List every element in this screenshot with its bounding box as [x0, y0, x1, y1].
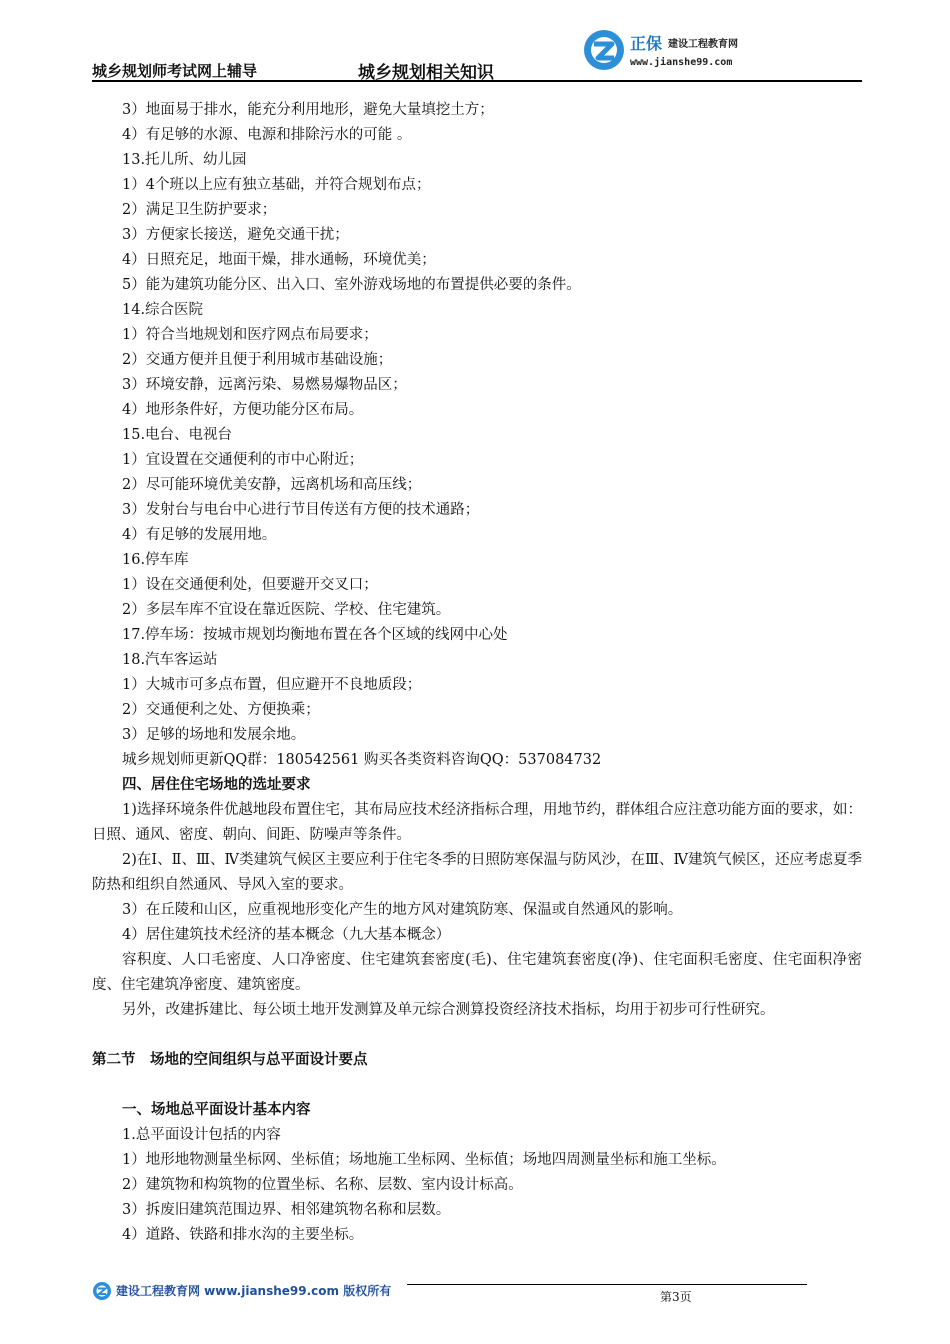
text-line: 1.总平面设计包括的内容 — [122, 1127, 281, 1143]
text-line: 3）拆废旧建筑范围边界、相邻建筑物名称和层数。 — [122, 1202, 451, 1218]
spacer — [92, 1073, 862, 1098]
text-line: 1）符合当地规划和医疗网点布局要求； — [122, 327, 378, 343]
brand-logo[interactable] — [582, 28, 772, 78]
text-line: 3）足够的场地和发展余地。 — [122, 727, 306, 743]
paragraph: 1)选择环境条件优越地段布置住宅，其布局应技术经济指标合理，用地节约，群体组合应注意功能方面的要求，如：日照、通风、密度、朝向、间距、防噪声等条件。 — [92, 802, 862, 843]
section-heading: 四、居住住宅场地的选址要求 — [122, 777, 311, 793]
text-line: 3）环境安静，远离污染、易燃易爆物品区； — [122, 377, 407, 393]
text-line: 3）方便家长接送，避免交通干扰； — [122, 227, 349, 243]
text-line: 1）大城市可多点布置，但应避开不良地质段； — [122, 677, 422, 693]
text-line: 3）地面易于排水，能充分利用地形，避免大量填挖土方； — [122, 102, 494, 118]
text-line: 3）发射台与电台中心进行节目传送有方便的技术通路； — [122, 502, 480, 518]
spacer — [92, 1023, 862, 1048]
paragraph: 另外，改建拆建比、每公顷土地开发测算及单元综合测算投资经济技术指标，均用于初步可行性研究。 — [122, 1002, 775, 1018]
text-line: 2）满足卫生防护要求； — [122, 202, 277, 218]
text-line: 4）地形条件好，方便功能分区布局。 — [122, 402, 364, 418]
paragraph: 4）居住建筑技术经济的基本概念（九大基本概念） — [122, 927, 451, 943]
text-line: 4）有足够的水源、电源和排除污水的可能 。 — [122, 127, 412, 143]
item-heading: 14.综合医院 — [122, 302, 204, 318]
page-header — [92, 26, 862, 81]
text-line: 2）建筑物和构筑物的位置坐标、名称、层数、室内设计标高。 — [122, 1177, 523, 1193]
text-line: 1）宜设置在交通便利的市中心附近； — [122, 452, 364, 468]
text-line: 1）4个班以上应有独立基础，并符合规划布点； — [122, 177, 431, 193]
logo-subtitle: 建设工程教育网 — [668, 39, 738, 50]
paragraph: 2)在Ⅰ、Ⅱ、Ⅲ、Ⅳ类建筑气候区主要应利于住宅冬季的日照防寒保温与防风沙，在Ⅲ、Ⅳ建筑气候区，还应考虑夏季防热和组织自然通风、导风入室的要求。 — [92, 852, 862, 893]
item-heading: 18.汽车客运站 — [122, 652, 218, 668]
logo-swirl-icon — [582, 28, 626, 72]
footer-divider — [407, 1284, 807, 1285]
paragraph: 容积度、人口毛密度、人口净密度、住宅建筑套密度(毛)、住宅建筑套密度(净)、住宅面积毛密度、住宅面积净密度、住宅建筑净密度、建筑密度。 — [92, 952, 862, 993]
text-line: 4）有足够的发展用地。 — [122, 527, 277, 543]
header-divider — [92, 80, 862, 82]
page-body — [92, 98, 862, 1248]
text-line: 2）交通便利之处、方便换乘； — [122, 702, 320, 718]
text-line: 5）能为建筑功能分区、出入口、室外游戏场地的布置提供必要的条件。 — [122, 277, 581, 293]
text-line: 2）尽可能环境优美安静，远离机场和高压线； — [122, 477, 422, 493]
paragraph: 3）在丘陵和山区，应重视地形变化产生的地方风对建筑防寒、保温或自然通风的影响。 — [122, 902, 683, 918]
text-line: 1）设在交通便利处，但要避开交叉口； — [122, 577, 378, 593]
footer-logo-icon — [92, 1281, 112, 1301]
text-line: 4）日照充足，地面干燥，排水通畅，环境优美； — [122, 252, 436, 268]
qq-contact-line: 城乡规划师更新QQ群：180542561 购买各类资料咨询QQ：537084732 — [122, 752, 602, 768]
logo-brand-text: 正保 — [630, 34, 663, 53]
header-left-title: 城乡规划师考试网上辅导 — [92, 62, 258, 80]
header-center-title: 城乡规划相关知识 — [358, 63, 494, 83]
item-heading: 15.电台、电视台 — [122, 427, 233, 443]
page-number: 第3页 — [660, 1290, 692, 1304]
subsection-heading: 一、场地总平面设计基本内容 — [122, 1102, 311, 1118]
logo-url[interactable]: www.jianshe99.com — [630, 57, 733, 68]
item-heading: 13.托儿所、幼儿园 — [122, 152, 247, 168]
page-footer — [92, 1276, 812, 1306]
text-line: 4）道路、铁路和排水沟的主要坐标。 — [122, 1227, 364, 1243]
text-line: 1）地形地物测量坐标网、坐标值；场地施工坐标网、坐标值；场地四周测量坐标和施工坐标。 — [122, 1152, 726, 1168]
footer-copyright[interactable]: 建设工程教育网 www.jianshe99.com 版权所有 — [116, 1284, 392, 1298]
item-heading: 17.停车场：按城市规划均衡地布置在各个区域的线网中心处 — [122, 627, 508, 643]
text-line: 2）交通方便并且便于利用城市基础设施； — [122, 352, 393, 368]
item-heading: 16.停车库 — [122, 552, 189, 568]
text-line: 2）多层车库不宜设在靠近医院、学校、住宅建筑。 — [122, 602, 451, 618]
chapter-section-title: 第二节 场地的空间组织与总平面设计要点 — [92, 1052, 368, 1068]
